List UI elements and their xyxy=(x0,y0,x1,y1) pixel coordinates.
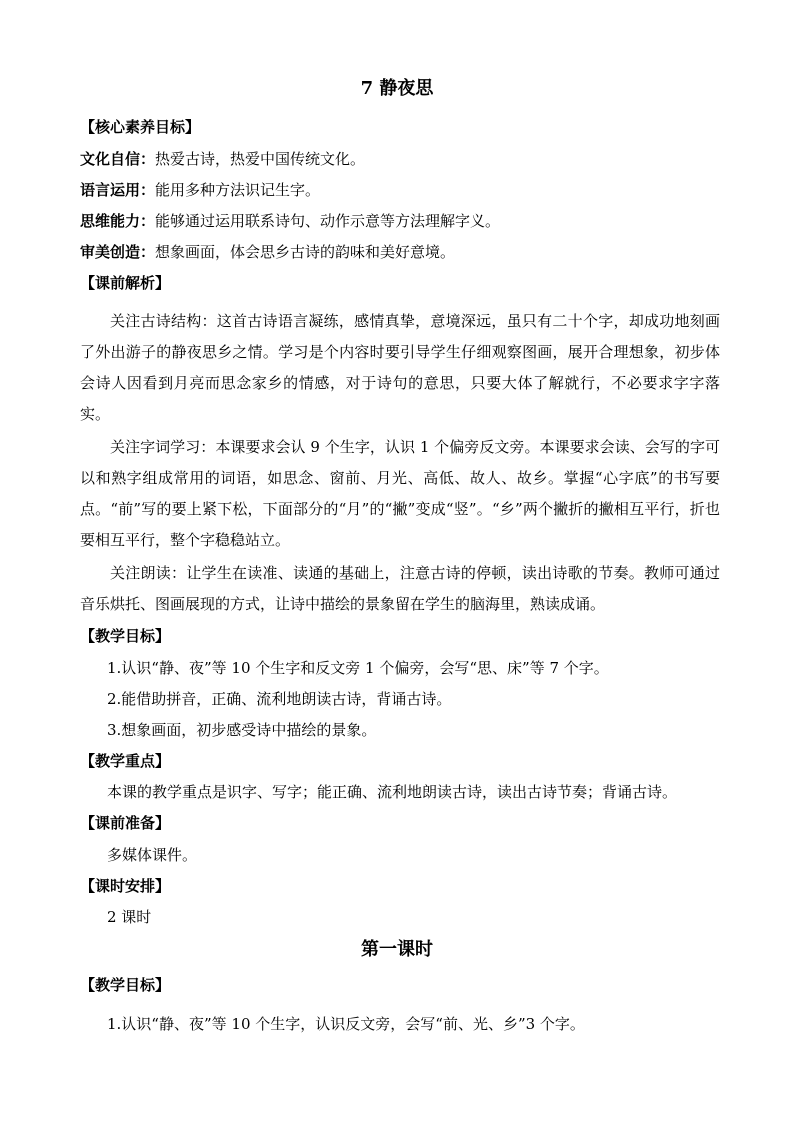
schedule-heading: 【课时安排】 xyxy=(80,877,171,895)
core-goal-label: 文化自信： xyxy=(80,150,156,168)
pre-analysis-paragraph-reading: 关注朗读：让学生在读准、读通的基础上，注意古诗的停顿，读出诗歌的节奏。教师可通过音乐烘托、图画展现的方式，让诗中描绘的景象留在学生的脑海里，熟读成诵。 xyxy=(80,564,720,613)
key-points-text: 本课的教学重点是识字、写字；能正确、流利地朗读古诗，读出古诗节奏；背诵古诗。 xyxy=(107,783,678,801)
core-goal-language xyxy=(80,180,320,200)
teaching-goals-heading: 【教学目标】 xyxy=(80,627,171,645)
core-goal-aesthetic xyxy=(80,242,455,262)
core-goal-text: 热爱古诗，热爱中国传统文化。 xyxy=(155,150,366,168)
first-period-title: 第一课时 xyxy=(361,939,433,960)
schedule-text: 2 课时 xyxy=(107,908,152,926)
core-goal-text: 能够通过运用联系诗句、动作示意等方法理解字义。 xyxy=(155,212,501,230)
pre-analysis-paragraph-words: 关注字词学习：本课要求会认 9 个生字，认识 1 个偏旁反文旁。本课要求会读、会写的字可以和熟字组成常用的词语，如思念、窗前、月光、高低、故人、故乡。掌握“心字底”的书写要点。“前”写的要上紧下松，下面部分的“月”的“撇”变成“竖”。“乡”两个撇折的撇相互平行，折也要相互平行，整个字稳稳站立。 xyxy=(80,438,720,549)
first-period-goals-heading: 【教学目标】 xyxy=(80,976,171,994)
preparation-text: 多媒体课件。 xyxy=(107,846,198,864)
core-goal-label: 语言运用： xyxy=(80,181,156,199)
pre-analysis-paragraph-structure: 关注古诗结构：这首古诗语言凝练，感情真挚，意境深远，虽只有二十个字，却成功地刻画了外出游子的静夜思乡之情。学习是个内容时要引导学生仔细观察图画，展开合理想象，初步体会诗人因看到月亮而思念家乡的情感，对于诗句的意思，只要大体了解就行，不必要求字字落实。 xyxy=(80,312,720,423)
core-goal-label: 审美创造： xyxy=(80,243,156,261)
core-goals-heading: 【核心素养目标】 xyxy=(80,118,201,136)
core-goal-text: 能用多种方法识记生字。 xyxy=(155,181,321,199)
core-goal-text: 想象画面，体会思乡古诗的韵味和美好意境。 xyxy=(155,243,456,261)
core-goal-thinking xyxy=(80,211,500,231)
core-goal-label: 思维能力： xyxy=(80,212,156,230)
first-period-goal-item: 1.认识“静、夜”等 10 个生字，认识反文旁，会写“前、光、乡”3 个字。 xyxy=(107,1015,585,1033)
pre-analysis-heading: 【课前解析】 xyxy=(80,274,171,292)
preparation-heading: 【课前准备】 xyxy=(80,814,171,832)
key-points-heading: 【教学重点】 xyxy=(80,752,171,770)
teaching-goal-item: 3.想象画面，初步感受诗中描绘的景象。 xyxy=(107,721,377,739)
core-goal-culture xyxy=(80,149,365,169)
lesson-title: 7 静夜思 xyxy=(360,78,434,99)
teaching-goal-item: 1.认识“静、夜”等 10 个生字和反文旁 1 个偏旁，会写“思、床”等 7 个字。 xyxy=(107,659,609,677)
teaching-goal-item: 2.能借助拼音，正确、流利地朗读古诗，背诵古诗。 xyxy=(107,690,452,708)
